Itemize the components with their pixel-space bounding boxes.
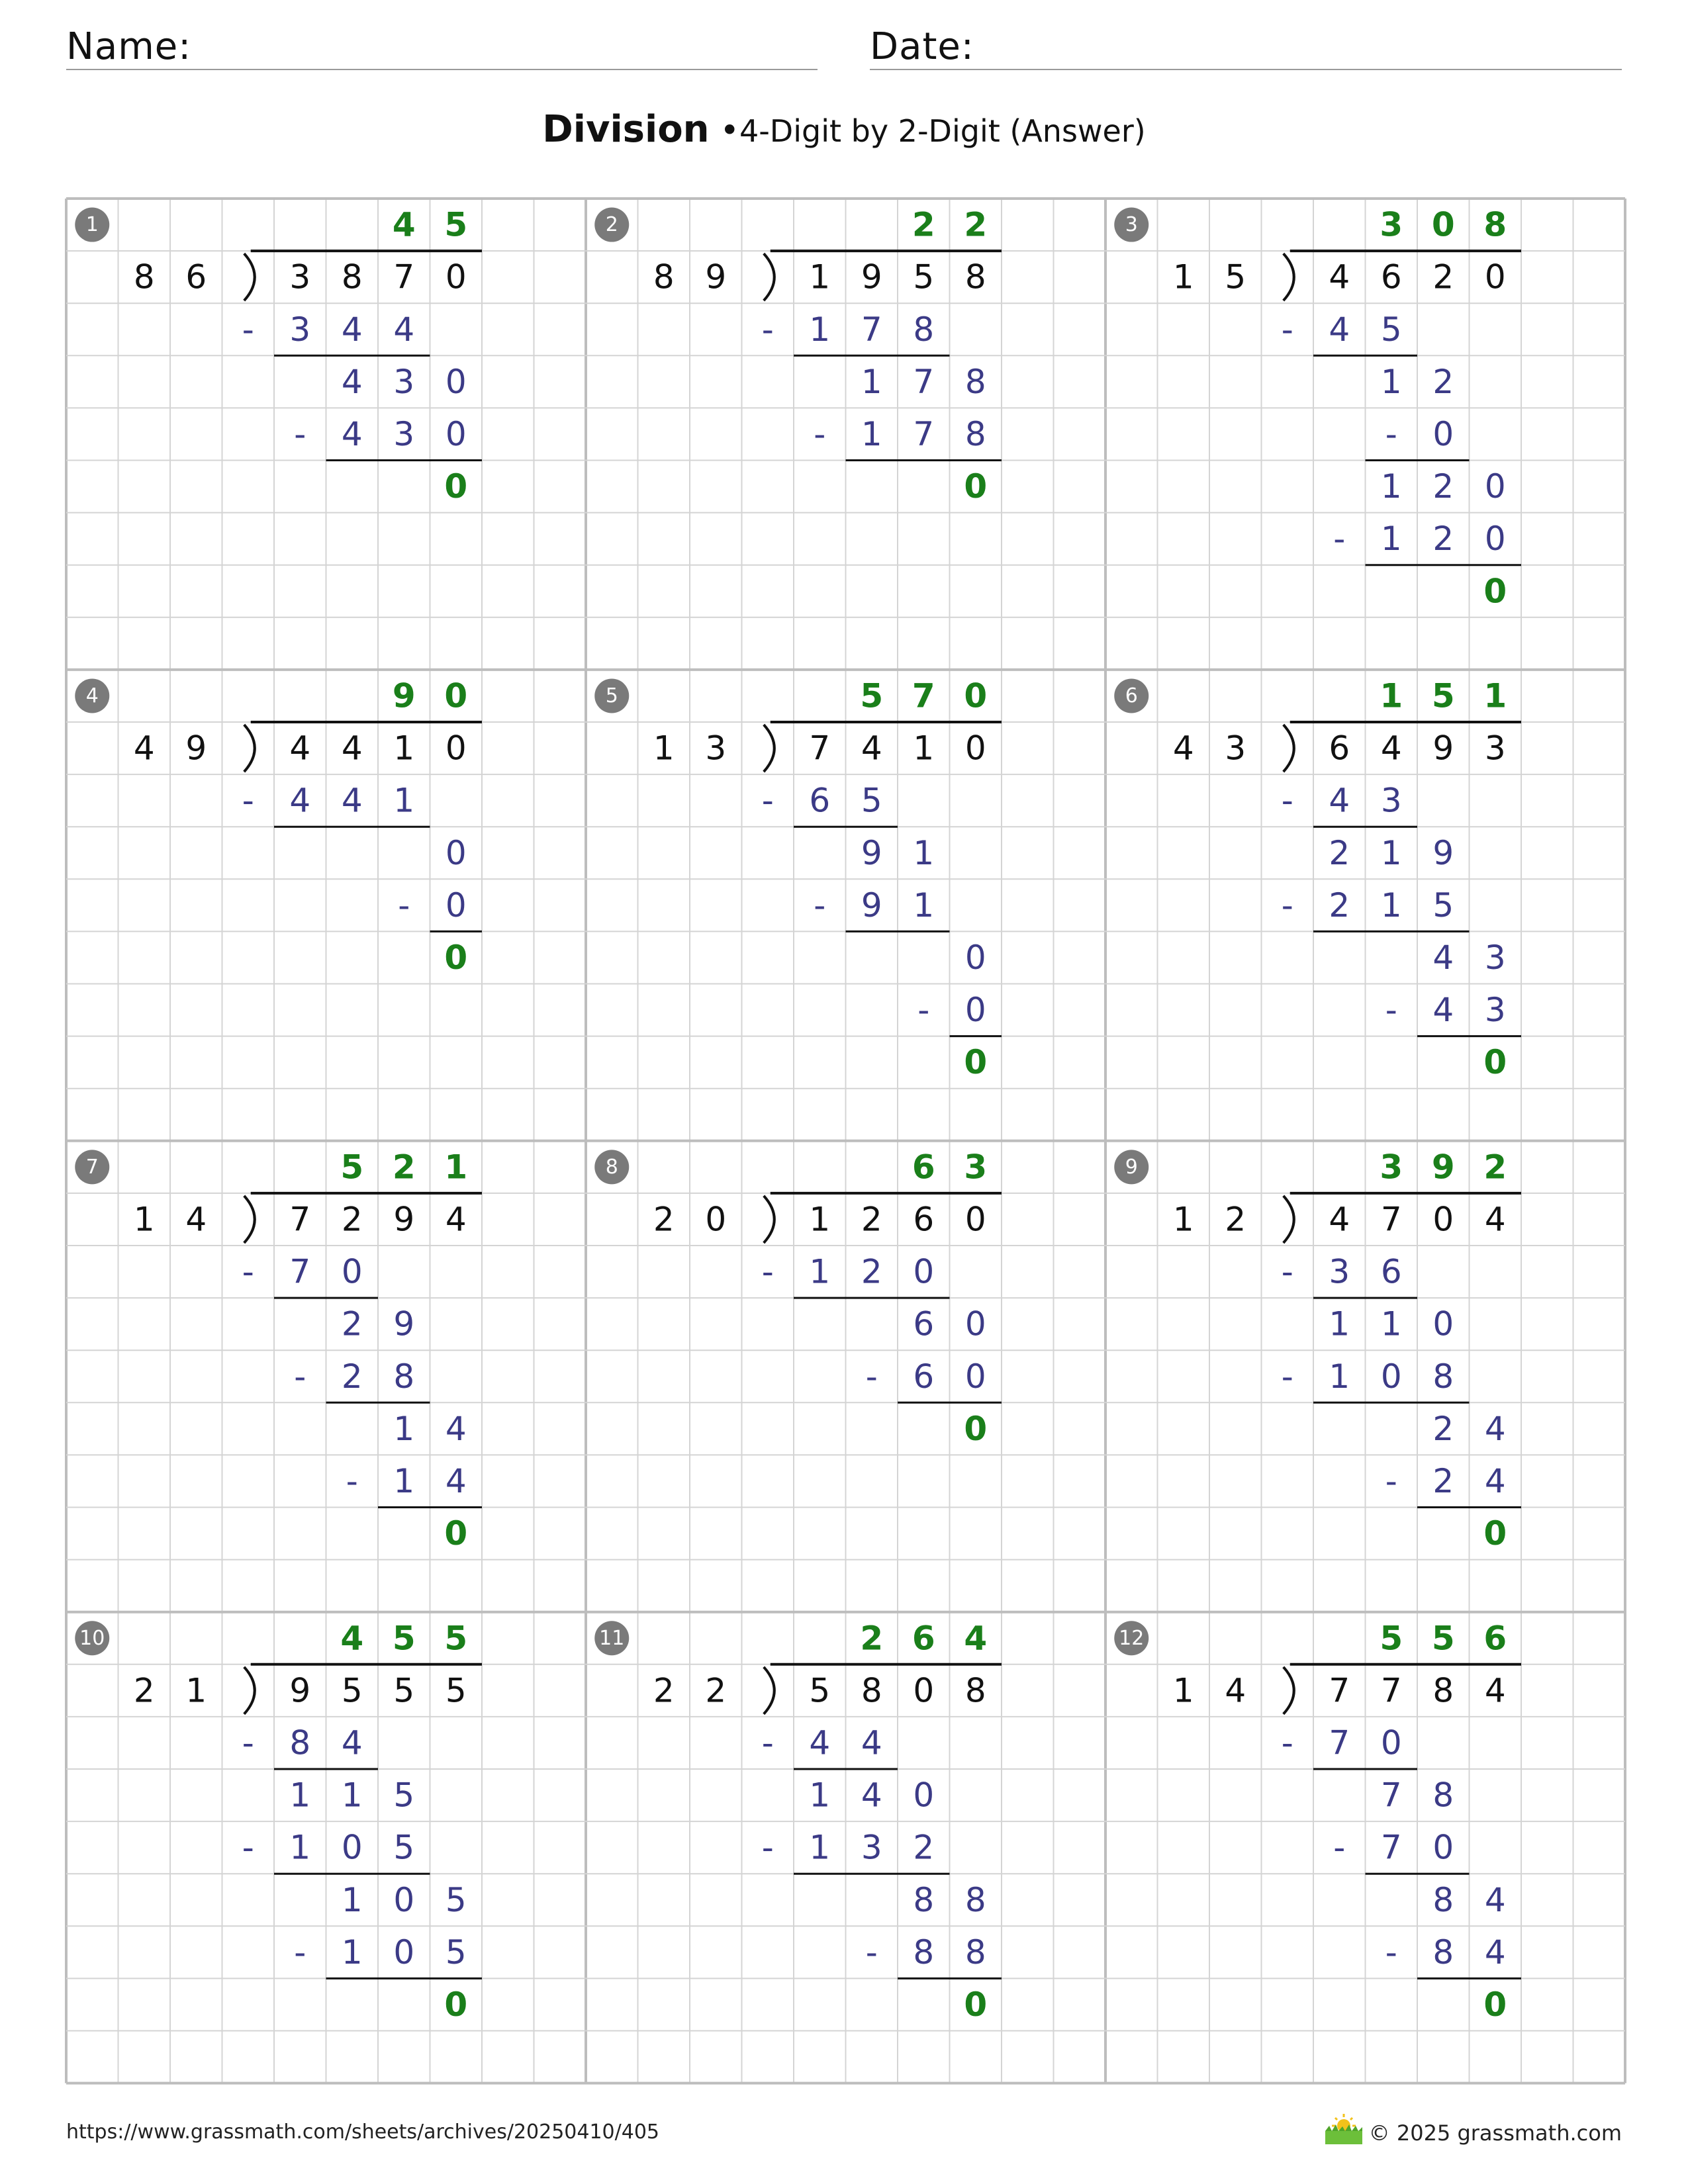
dividend-digit: 8	[964, 257, 986, 296]
work-digit: 2	[1432, 520, 1454, 559]
work-digit: 2	[341, 1304, 363, 1343]
name-label: Name:	[66, 25, 192, 68]
dividend-digit: 2	[1432, 257, 1454, 296]
work-digit: 7	[861, 310, 882, 349]
problem-number: 6	[1125, 684, 1138, 707]
minus-sign: -	[1281, 1252, 1293, 1291]
quotient-digit: 0	[964, 676, 988, 715]
quotient-digit: 2	[964, 205, 988, 244]
dividend-digit: 5	[393, 1671, 415, 1710]
work-digit: 1	[861, 414, 882, 453]
work-digit: 0	[393, 1933, 415, 1972]
work-digit: 0	[1484, 520, 1506, 559]
work-digit: 2	[341, 1357, 363, 1396]
work-digit: 6	[913, 1304, 935, 1343]
work-digit: 4	[809, 1723, 831, 1762]
remainder-digit: 0	[964, 1985, 988, 2024]
quotient-digit: 5	[340, 1148, 364, 1187]
dividend-digit: 0	[445, 729, 467, 768]
minus-sign: -	[1385, 991, 1397, 1030]
minus-sign: -	[1333, 520, 1346, 559]
work-digit: 4	[1484, 1880, 1506, 1919]
work-digit: 3	[1329, 1252, 1350, 1291]
minus-sign: -	[1281, 310, 1293, 349]
work-digit: 0	[913, 1776, 935, 1815]
work-digit: 8	[913, 1933, 935, 1972]
work-digit: 4	[1432, 991, 1454, 1030]
minus-sign: -	[1385, 414, 1397, 453]
dividend-digit: 4	[1484, 1200, 1506, 1239]
minus-sign: -	[917, 991, 930, 1030]
dividend-digit: 8	[861, 1671, 882, 1710]
dividend-digit: 7	[1380, 1671, 1402, 1710]
work-digit: 0	[1432, 414, 1454, 453]
remainder-digit: 0	[1483, 572, 1507, 611]
work-digit: 0	[1484, 467, 1506, 506]
work-digit: 9	[393, 1304, 415, 1343]
dividend-digit: 2	[861, 1200, 882, 1239]
work-digit: 9	[1432, 833, 1454, 872]
work-digit: 4	[1484, 1461, 1506, 1500]
remainder-digit: 0	[1483, 1514, 1507, 1553]
work-digit: 0	[913, 1252, 935, 1291]
dividend-digit: 4	[1380, 729, 1402, 768]
dividend-digit: 9	[861, 257, 882, 296]
problem-number: 4	[85, 684, 99, 707]
work-digit: 3	[1484, 991, 1506, 1030]
division-bracket	[764, 1196, 774, 1243]
dividend-digit: 4	[861, 729, 882, 768]
divisor-digit: 2	[133, 1671, 155, 1710]
dividend-digit: 4	[1484, 1671, 1506, 1710]
work-digit: 2	[1432, 1461, 1454, 1500]
divisor-digit: 3	[705, 729, 727, 768]
dividend-digit: 2	[341, 1200, 363, 1239]
work-digit: 1	[393, 1461, 415, 1500]
problem-number: 5	[605, 684, 618, 707]
minus-sign: -	[294, 414, 306, 453]
remainder-digit: 0	[964, 467, 988, 506]
problem-number: 3	[1125, 213, 1138, 237]
footer-url: https://www.grassmath.com/sheets/archives/20250410/405	[66, 2120, 660, 2144]
work-digit: 8	[1432, 1357, 1454, 1396]
remainder-digit: 0	[1483, 1043, 1507, 1082]
work-digit: 3	[393, 362, 415, 401]
divisor-digit: 4	[1225, 1671, 1246, 1710]
minus-sign: -	[242, 1723, 254, 1762]
work-digit: 3	[289, 310, 311, 349]
quotient-digit: 5	[860, 676, 884, 715]
work-digit: 7	[1380, 1828, 1402, 1867]
problem-number: 11	[599, 1626, 625, 1650]
divisor-digit: 2	[705, 1671, 727, 1710]
divisor-digit: 8	[133, 257, 155, 296]
work-digit: 8	[393, 1357, 415, 1396]
work-digit: 0	[1380, 1357, 1402, 1396]
work-digit: 7	[1329, 1723, 1350, 1762]
work-digit: 2	[913, 1828, 935, 1867]
division-bracket	[244, 253, 255, 300]
quotient-digit: 2	[912, 205, 935, 244]
work-digit: 8	[1432, 1933, 1454, 1972]
dividend-digit: 6	[1380, 257, 1402, 296]
quotient-digit: 3	[1380, 205, 1403, 244]
work-digit: 8	[964, 1880, 986, 1919]
division-bracket	[764, 725, 774, 772]
divisor-digit: 1	[133, 1200, 155, 1239]
quotient-digit: 8	[1483, 205, 1507, 244]
dividend-digit: 5	[809, 1671, 831, 1710]
minus-sign: -	[1385, 1461, 1397, 1500]
dividend-digit: 1	[809, 257, 831, 296]
work-digit: 4	[341, 310, 363, 349]
work-digit: 4	[289, 781, 311, 820]
title-bullet: •	[720, 111, 739, 150]
work-digit: 7	[1380, 1776, 1402, 1815]
problem-number: 1	[85, 213, 99, 237]
division-bracket	[1284, 1196, 1294, 1243]
minus-sign: -	[1385, 1933, 1397, 1972]
work-digit: 3	[1380, 781, 1402, 820]
minus-sign: -	[294, 1933, 306, 1972]
work-digit: 5	[1380, 310, 1402, 349]
minus-sign: -	[1281, 781, 1293, 820]
divisor-digit: 0	[705, 1200, 727, 1239]
remainder-digit: 0	[964, 1409, 988, 1448]
dividend-digit: 4	[1329, 257, 1350, 296]
work-digit: 2	[1432, 362, 1454, 401]
work-digit: 1	[1380, 886, 1402, 925]
division-bracket	[1284, 725, 1294, 772]
minus-sign: -	[242, 781, 254, 820]
dividend-digit: 9	[289, 1671, 311, 1710]
divisor-digit: 1	[185, 1671, 207, 1710]
work-digit: 3	[861, 1828, 882, 1867]
quotient-digit: 1	[1380, 676, 1403, 715]
divisor-digit: 2	[653, 1200, 675, 1239]
work-digit: 0	[445, 833, 467, 872]
work-digit: 2	[861, 1252, 882, 1291]
dividend-digit: 3	[1484, 729, 1506, 768]
work-digit: 0	[445, 414, 467, 453]
dividend-digit: 6	[1329, 729, 1350, 768]
divisor-digit: 9	[705, 257, 727, 296]
minus-sign: -	[814, 414, 826, 453]
work-digit: 6	[913, 1357, 935, 1396]
quotient-digit: 7	[912, 676, 935, 715]
work-digit: 0	[341, 1252, 363, 1291]
quotient-digit: 0	[444, 676, 468, 715]
division-bracket	[764, 1667, 774, 1714]
dividend-digit: 8	[964, 1671, 986, 1710]
dividend-digit: 4	[289, 729, 311, 768]
division-bracket	[244, 725, 255, 772]
work-digit: 0	[341, 1828, 363, 1867]
work-digit: 1	[289, 1828, 311, 1867]
work-digit: 1	[1329, 1357, 1350, 1396]
dividend-digit: 7	[289, 1200, 311, 1239]
dividend-digit: 9	[393, 1200, 415, 1239]
dividend-digit: 0	[1484, 257, 1506, 296]
work-digit: 2	[1329, 886, 1350, 925]
dividend-digit: 1	[393, 729, 415, 768]
work-digit: 0	[1380, 1723, 1402, 1762]
dividend-digit: 5	[445, 1671, 467, 1710]
minus-sign: -	[814, 886, 826, 925]
title-main: Division	[542, 108, 710, 151]
dividend-digit: 7	[393, 257, 415, 296]
quotient-digit: 5	[1380, 1619, 1403, 1658]
problem-number: 8	[605, 1155, 618, 1179]
work-digit: 0	[964, 1357, 986, 1396]
dividend-digit: 9	[1432, 729, 1454, 768]
work-digit: 4	[861, 1776, 882, 1815]
quotient-digit: 3	[1380, 1148, 1403, 1187]
work-digit: 5	[393, 1828, 415, 1867]
remainder-digit: 0	[1483, 1985, 1507, 2024]
work-digit: 2	[1432, 1409, 1454, 1448]
work-digit: 3	[393, 414, 415, 453]
remainder-digit: 0	[444, 938, 468, 977]
work-digit: 1	[393, 781, 415, 820]
work-digit: 0	[964, 1304, 986, 1343]
divisor-digit: 1	[1172, 1200, 1194, 1239]
minus-sign: -	[761, 781, 774, 820]
work-digit: 4	[1432, 938, 1454, 977]
quotient-digit: 5	[444, 1619, 468, 1658]
work-digit: 0	[445, 886, 467, 925]
minus-sign: -	[865, 1357, 878, 1396]
division-bracket	[1284, 1667, 1294, 1714]
work-digit: 0	[1432, 1304, 1454, 1343]
minus-sign: -	[761, 1723, 774, 1762]
work-digit: 9	[861, 833, 882, 872]
remainder-digit: 0	[964, 1043, 988, 1082]
problem-number: 12	[1119, 1626, 1145, 1650]
divisor-digit: 2	[1225, 1200, 1246, 1239]
quotient-digit: 4	[964, 1619, 988, 1658]
dividend-digit: 0	[913, 1671, 935, 1710]
grass-sun-logo-icon	[1323, 2113, 1365, 2146]
work-digit: 1	[913, 833, 935, 872]
work-digit: 4	[1484, 1409, 1506, 1448]
division-bracket	[244, 1196, 255, 1243]
minus-sign: -	[294, 1357, 306, 1396]
divisor-digit: 4	[1172, 729, 1194, 768]
dividend-digit: 3	[289, 257, 311, 296]
remainder-digit: 0	[444, 467, 468, 506]
dividend-digit: 4	[1329, 1200, 1350, 1239]
minus-sign: -	[1281, 1723, 1293, 1762]
work-digit: 1	[341, 1880, 363, 1919]
problem-number: 7	[85, 1155, 99, 1179]
title-sub: 4-Digit by 2-Digit (Answer)	[739, 113, 1146, 149]
work-digit: 0	[445, 362, 467, 401]
work-digit: 5	[861, 781, 882, 820]
dividend-digit: 4	[445, 1200, 467, 1239]
divisor-digit: 3	[1225, 729, 1246, 768]
dividend-digit: 6	[913, 1200, 935, 1239]
work-digit: 5	[393, 1776, 415, 1815]
dividend-digit: 7	[1380, 1200, 1402, 1239]
problem-number: 9	[1125, 1155, 1138, 1179]
minus-sign: -	[1333, 1828, 1346, 1867]
work-digit: 1	[809, 1776, 831, 1815]
remainder-digit: 0	[444, 1514, 468, 1553]
quotient-digit: 2	[860, 1619, 884, 1658]
division-bracket	[764, 253, 774, 300]
work-digit: 1	[1380, 833, 1402, 872]
quotient-digit: 3	[964, 1148, 988, 1187]
work-digit: 1	[1380, 362, 1402, 401]
dividend-digit: 8	[341, 257, 363, 296]
work-digit: 4	[861, 1723, 882, 1762]
work-digit: 1	[913, 886, 935, 925]
minus-sign: -	[242, 310, 254, 349]
quotient-digit: 5	[444, 205, 468, 244]
divisor-digit: 6	[185, 257, 207, 296]
divisor-digit: 1	[653, 729, 675, 768]
work-digit: 4	[445, 1409, 467, 1448]
work-digit: 1	[289, 1776, 311, 1815]
quotient-digit: 2	[392, 1148, 416, 1187]
work-digit: 1	[1380, 520, 1402, 559]
work-digit: 4	[341, 1723, 363, 1762]
work-digit: 8	[1432, 1880, 1454, 1919]
dividend-digit: 7	[809, 729, 831, 768]
work-digit: 8	[289, 1723, 311, 1762]
work-digit: 7	[289, 1252, 311, 1291]
problem-number: 10	[79, 1626, 105, 1650]
work-digit: 4	[341, 781, 363, 820]
work-digit: 8	[964, 414, 986, 453]
work-digit: 5	[1432, 886, 1454, 925]
date-label: Date:	[870, 25, 974, 68]
work-digit: 9	[861, 886, 882, 925]
dividend-digit: 5	[913, 257, 935, 296]
minus-sign: -	[242, 1828, 254, 1867]
minus-sign: -	[761, 1828, 774, 1867]
quotient-digit: 4	[340, 1619, 364, 1658]
work-digit: 1	[1329, 1304, 1350, 1343]
work-digit: 4	[445, 1461, 467, 1500]
divisor-digit: 2	[653, 1671, 675, 1710]
work-digit: 7	[913, 414, 935, 453]
divisor-digit: 9	[185, 729, 207, 768]
dividend-digit: 0	[964, 729, 986, 768]
work-digit: 8	[964, 362, 986, 401]
work-digit: 1	[809, 1252, 831, 1291]
quotient-digit: 6	[1483, 1619, 1507, 1658]
divisor-digit: 1	[1172, 257, 1194, 296]
work-digit: 5	[445, 1880, 467, 1919]
work-digit: 1	[809, 1828, 831, 1867]
divisor-digit: 4	[185, 1200, 207, 1239]
work-digit: 1	[393, 1409, 415, 1448]
work-digit: 1	[341, 1933, 363, 1972]
work-digit: 6	[1380, 1252, 1402, 1291]
minus-sign: -	[761, 310, 774, 349]
work-digit: 8	[913, 310, 935, 349]
work-digit: 0	[964, 991, 986, 1030]
work-digit: 6	[809, 781, 831, 820]
work-digit: 7	[913, 362, 935, 401]
problem-number: 2	[605, 213, 618, 237]
work-digit: 4	[1329, 310, 1350, 349]
quotient-digit: 9	[392, 676, 416, 715]
work-digit: 1	[341, 1776, 363, 1815]
minus-sign: -	[865, 1933, 878, 1972]
work-digit: 8	[913, 1880, 935, 1919]
work-digit: 2	[1432, 467, 1454, 506]
remainder-digit: 0	[444, 1985, 468, 2024]
work-digit: 4	[341, 414, 363, 453]
work-digit: 0	[393, 1880, 415, 1919]
quotient-digit: 5	[1431, 1619, 1455, 1658]
divisor-digit: 4	[133, 729, 155, 768]
work-digit: 1	[1380, 467, 1402, 506]
work-digit: 4	[341, 362, 363, 401]
quotient-digit: 0	[1431, 205, 1455, 244]
divisor-digit: 8	[653, 257, 675, 296]
work-digit: 8	[964, 1933, 986, 1972]
work-digit: 8	[1432, 1776, 1454, 1815]
quotient-digit: 1	[444, 1148, 468, 1187]
dividend-digit: 0	[1432, 1200, 1454, 1239]
quotient-digit: 6	[912, 1148, 935, 1187]
quotient-digit: 5	[392, 1619, 416, 1658]
division-bracket	[1284, 253, 1294, 300]
minus-sign: -	[1281, 886, 1293, 925]
work-digit: 4	[1329, 781, 1350, 820]
work-digit: 1	[1380, 1304, 1402, 1343]
dividend-digit: 4	[341, 729, 363, 768]
dividend-digit: 8	[1432, 1671, 1454, 1710]
divisor-digit: 5	[1225, 257, 1246, 296]
quotient-digit: 5	[1431, 676, 1455, 715]
quotient-digit: 4	[392, 205, 416, 244]
work-digit: 0	[964, 938, 986, 977]
quotient-digit: 1	[1483, 676, 1507, 715]
dividend-digit: 0	[445, 257, 467, 296]
work-digit: 0	[1432, 1828, 1454, 1867]
work-digit: 3	[1484, 938, 1506, 977]
dividend-digit: 0	[964, 1200, 986, 1239]
minus-sign: -	[398, 886, 410, 925]
minus-sign: -	[761, 1252, 774, 1291]
work-digit: 1	[809, 310, 831, 349]
quotient-digit: 2	[1483, 1148, 1507, 1187]
work-digit: 1	[861, 362, 882, 401]
quotient-digit: 6	[912, 1619, 935, 1658]
work-digit: 4	[393, 310, 415, 349]
divisor-digit: 1	[1172, 1671, 1194, 1710]
dividend-digit: 5	[341, 1671, 363, 1710]
minus-sign: -	[1281, 1357, 1293, 1396]
dividend-digit: 1	[913, 729, 935, 768]
work-digit: 4	[1484, 1933, 1506, 1972]
division-bracket	[244, 1667, 255, 1714]
work-digit: 2	[1329, 833, 1350, 872]
minus-sign: -	[346, 1461, 358, 1500]
quotient-digit: 9	[1431, 1148, 1455, 1187]
work-digit: 5	[445, 1933, 467, 1972]
minus-sign: -	[242, 1252, 254, 1291]
dividend-digit: 1	[809, 1200, 831, 1239]
footer-copyright: © 2025 grassmath.com	[1368, 2120, 1622, 2146]
dividend-digit: 7	[1329, 1671, 1350, 1710]
